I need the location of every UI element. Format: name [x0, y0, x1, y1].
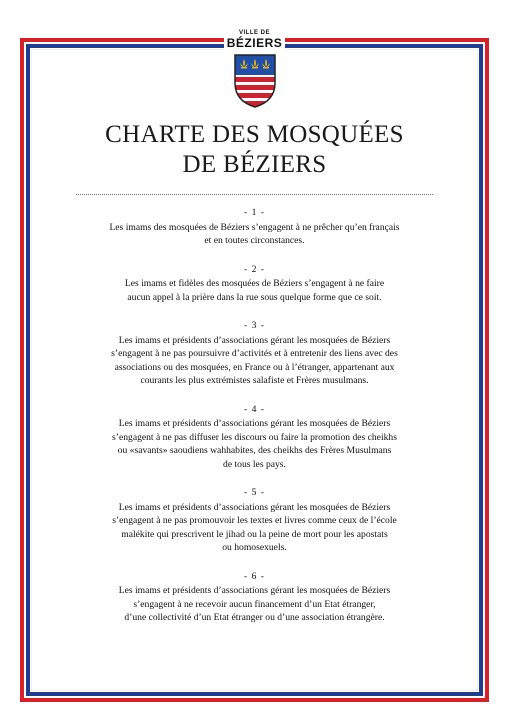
article-text: Les imams et présidents d’associations gérant les mosquées de Béziers s’engagent à ne pas diffuser les discours ou faire la promotion des cheikhs ou «savants» saoudiens wahhabites, des cheikhs des Frères Musulmans de tous les pays.: [112, 418, 397, 470]
article-5: [60, 486, 449, 555]
article-number: - 5 -: [244, 487, 265, 498]
city-crest: [224, 4, 285, 114]
article-number: - 2 -: [244, 263, 265, 275]
article-text: Les imams des mosquées de Béziers s’engagent à ne prêcher qu’en français et en toutes circonstances.: [109, 221, 400, 246]
article-number: - 1 -: [244, 207, 265, 218]
article-number: - 4 -: [244, 403, 265, 415]
title-divider: [76, 194, 433, 195]
title-line: DE BÉZIERS: [182, 151, 327, 178]
articles-list: [60, 206, 449, 640]
article-text: Les imams et fidèles des mosquées de Béziers s’engagent à ne faire aucun appel à la prière dans la rue sous quelque forme que ce soit.: [124, 278, 385, 303]
article-number: - 6 -: [244, 570, 265, 582]
crest-label-small: VILLE DE: [238, 30, 270, 36]
crest-label-city: BÉZIERS: [226, 36, 283, 50]
document-title: [40, 120, 469, 180]
article-text: Les imams et présidents d’associations gérant les mosquées de Béziers s’engagent à ne pas promouvoir les textes et livres comme ceux de l’école malékite qui prescrivent le jihad ou la peine de mort pour les apostats ou homosexuels.: [112, 501, 397, 553]
article-2: [60, 263, 449, 305]
article-4: [60, 403, 449, 472]
article-1: [60, 206, 449, 248]
article-number: - 3 -: [244, 320, 265, 331]
article-text: Les imams et présidents d’associations gérant les mosquées de Béziers s’engagent à ne recevoir aucun financement d’un Etat étranger, d’une collectivité d’un Etat étranger ou d’une association étrangère.: [118, 585, 391, 623]
article-6: [60, 570, 449, 625]
title-line: CHARTE DES MOSQUÉES: [105, 121, 404, 148]
article-3: [60, 319, 449, 388]
article-text: Les imams et présidents d’associations gérant les mosquées de Béziers s’engagent à ne pas poursuivre d’activités et à entretenir des liens avec des associations ou des mosquées, en France ou à l’étranger, appartenant aux courants les plus extrémistes salafiste et Frères musulmans.: [111, 334, 398, 386]
coat-of-arms-icon: [233, 53, 277, 109]
